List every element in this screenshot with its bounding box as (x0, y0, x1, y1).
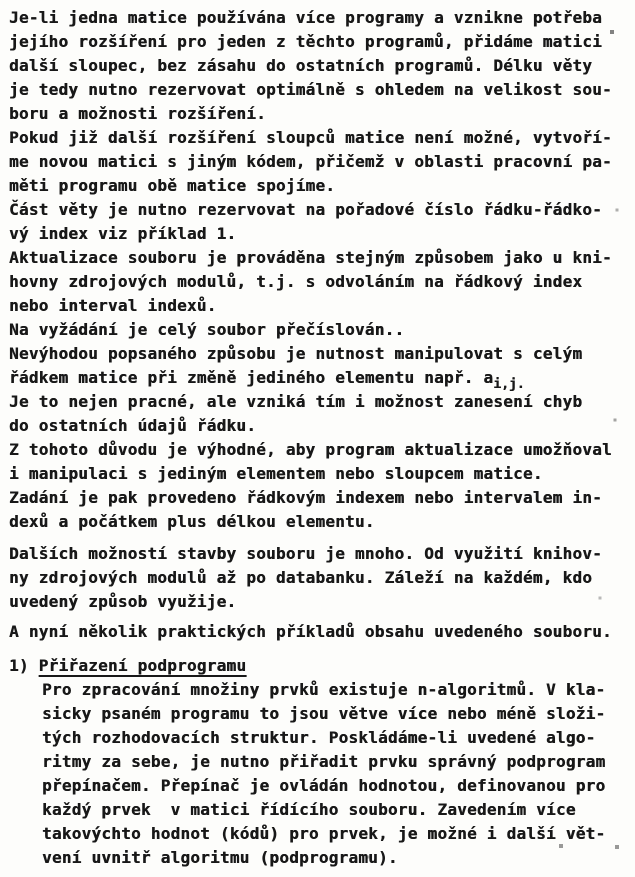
text-line: je tedy nutno rezervovat optimálně s ohledem na velikost sou- (9, 80, 612, 99)
text-line: uvedený způsob využije. (9, 592, 237, 611)
scan-noise-specks (0, 0, 2, 2)
text-line: vení uvnitř algoritmu (podprogramu). (42, 848, 398, 867)
text-segment: řádkem matice při změně jediného elementu např. a (9, 368, 494, 387)
text-line: sicky psaném programu to jsou větve více nebo méně složi- (42, 704, 606, 723)
text-line: i manipulaci s jediným elementem nebo sloupcem matice. (9, 464, 543, 483)
text-line: takovýchto hodnot (kódů) pro prvek, je možné i další vět- (42, 824, 606, 843)
section-heading: Přiřazení podprogramu (38, 656, 247, 675)
text-line: Dalších možností stavby souboru je mnoho. Od využití knihov- (9, 544, 602, 563)
text-line: jejího rozšíření pro jeden z těchto programů, přidáme matici (9, 32, 602, 51)
text-line: ny zdrojových modulů až po databanku. Záleží na každém, kdo (9, 568, 593, 587)
text-line: A nyní několik praktických příkladů obsahu uvedeného souboru. (9, 622, 612, 641)
text-line: ritmy za sebe, je nutno přiřadit prvku správný podprogram (42, 752, 606, 771)
text-line (9, 366, 629, 390)
text-line: Je to nejen pracné, ale vzniká tím i možnost zanesení chyb (9, 392, 583, 411)
text-line: Nevýhodou popsaného způsobu je nutnost manipulovat s celým (9, 344, 583, 363)
text-line: vý index viz příklad 1. (9, 224, 237, 243)
text-line: Z tohoto důvodu je výhodné, aby program aktualizace umožňoval (9, 440, 612, 459)
text-line: tých rozhodovacích struktur. Poskládáme-li uvedené algo- (42, 728, 596, 747)
matrix-element-subscript: i,j. (493, 377, 525, 392)
text-line: boru a možnosti rozšíření. (9, 104, 266, 123)
section-heading-line (9, 654, 629, 678)
text-line: me novou matici s jiným kódem, přičemž v oblasti pracovní pa- (9, 152, 612, 171)
text-line: Aktualizace souboru je prováděna stejným způsobem jako u kni- (9, 248, 612, 267)
text-line: hovny zdrojových modulů, t.j. s odvoláním na řádkový index (9, 272, 583, 291)
document-page (9, 6, 629, 870)
text-line: Pokud již další rozšíření sloupců matice není možné, vytvoří- (9, 128, 612, 147)
text-line: Část věty je nutno rezervovat na pořadové číslo řádku-řádko- (9, 200, 602, 219)
text-line: Zadání je pak provedeno řádkovým indexem nebo intervalem in- (9, 488, 602, 507)
text-line: nebo interval indexů. (9, 296, 217, 315)
text-line: Na vyžádání je celý soubor přečíslován.. (9, 320, 405, 339)
text-line: Je-li jedna matice používána více programy a vznikne potřeba (9, 8, 602, 27)
text-line: do ostatních údajů řádku. (9, 416, 257, 435)
text-line: měti programu obě matice spojíme. (9, 176, 336, 195)
list-item-marker: 1) (9, 656, 39, 675)
text-line: každý prvek v matici řídícího souboru. Zavedením více (42, 800, 576, 819)
text-line: Pro zpracování množiny prvků existuje n-algoritmů. V kla- (42, 680, 606, 699)
text-line: dexů a počátkem plus délkou elementu. (9, 512, 375, 531)
text-line: přepínačem. Přepínač je ovládán hodnotou, definovanou pro (42, 776, 606, 795)
text-line: další sloupec, bez zásahu do ostatních programů. Délku věty (9, 56, 593, 75)
